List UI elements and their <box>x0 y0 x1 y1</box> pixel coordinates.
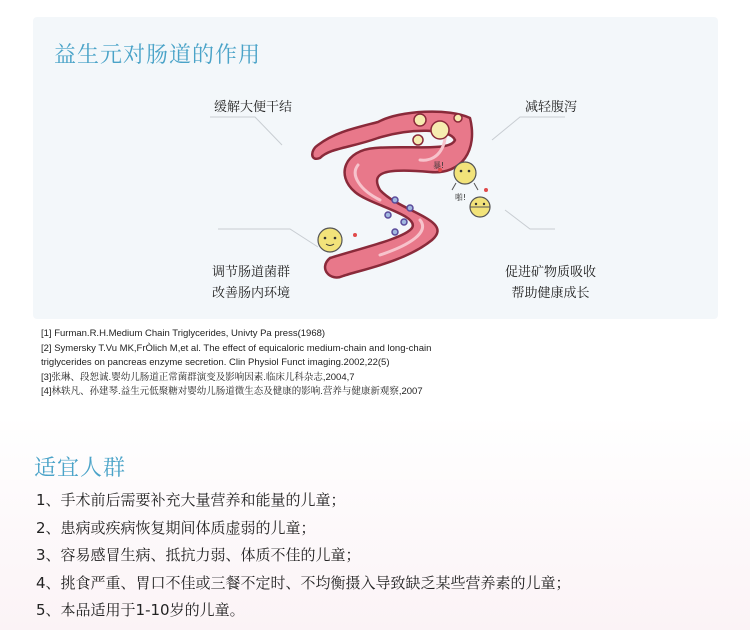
sound-effect-2: 啪! <box>455 193 467 202</box>
list-item: 3、容易感冒生病、抵抗力弱、体质不佳的儿童； <box>36 546 361 564</box>
audience-list <box>36 487 571 625</box>
label-regulate-flora: 调节肠道菌群 改善肠内环境 <box>212 265 291 301</box>
label-reduce-diarrhea: 减轻腹泻 <box>525 100 578 115</box>
label-mineral-absorption: 促进矿物质吸收 帮助健康成长 <box>505 265 597 301</box>
intestine-shape <box>312 112 472 278</box>
reference-line: [4]林轶凡、孙建琴.益生元低聚糖对婴幼儿肠道微生态及健康的影响.营养与健康新观察,2007 <box>41 386 423 398</box>
list-item: 4、挑食严重、胃口不佳或三餐不定时、不均衡摄入导致缺乏某些营养素的儿童； <box>36 573 571 592</box>
references <box>41 327 521 400</box>
reference-line: triglycerides on pancreas enzyme secretion. Clin Physiol Funct imaging.2002,22(5) <box>41 357 390 369</box>
sound-effect-1: 暴! <box>433 161 445 170</box>
reference-line: [1] Furman.R.H.Medium Chain Triglycerides, Univty Pa press(1968) <box>41 328 326 339</box>
probiotic-character-1 <box>452 162 478 190</box>
probiotic-character-2 <box>470 197 490 217</box>
section-title-intestine: 益生元对肠道的作用 <box>54 43 262 68</box>
leader-line-top-left <box>210 117 282 145</box>
list-item: 1、手术前后需要补充大量营养和能量的儿童； <box>36 491 346 509</box>
leader-line-bottom-left <box>218 229 318 247</box>
label-relieve-constipation: 缓解大便干结 <box>214 100 293 115</box>
list-item: 2、患病或疾病恢复期间体质虚弱的儿童； <box>36 518 316 537</box>
leader-line-top-right <box>492 117 565 140</box>
probiotic-character-3 <box>318 228 342 252</box>
leader-line-bottom-right <box>505 210 555 229</box>
reference-line: [2] Symersky T.Vu MK,FrÒlich M,et al. The effect of equicaloric medium-chain and long-chain <box>41 342 432 354</box>
reference-line: [3]张琳、段恕诚.婴幼儿肠道正常菌群演变及影响因素.临床儿科杂志,2004,7 <box>41 371 355 383</box>
list-item: 5、本品适用于1-10岁的儿童。 <box>36 601 245 619</box>
section-title-audience: 适宜人群 <box>34 456 127 481</box>
